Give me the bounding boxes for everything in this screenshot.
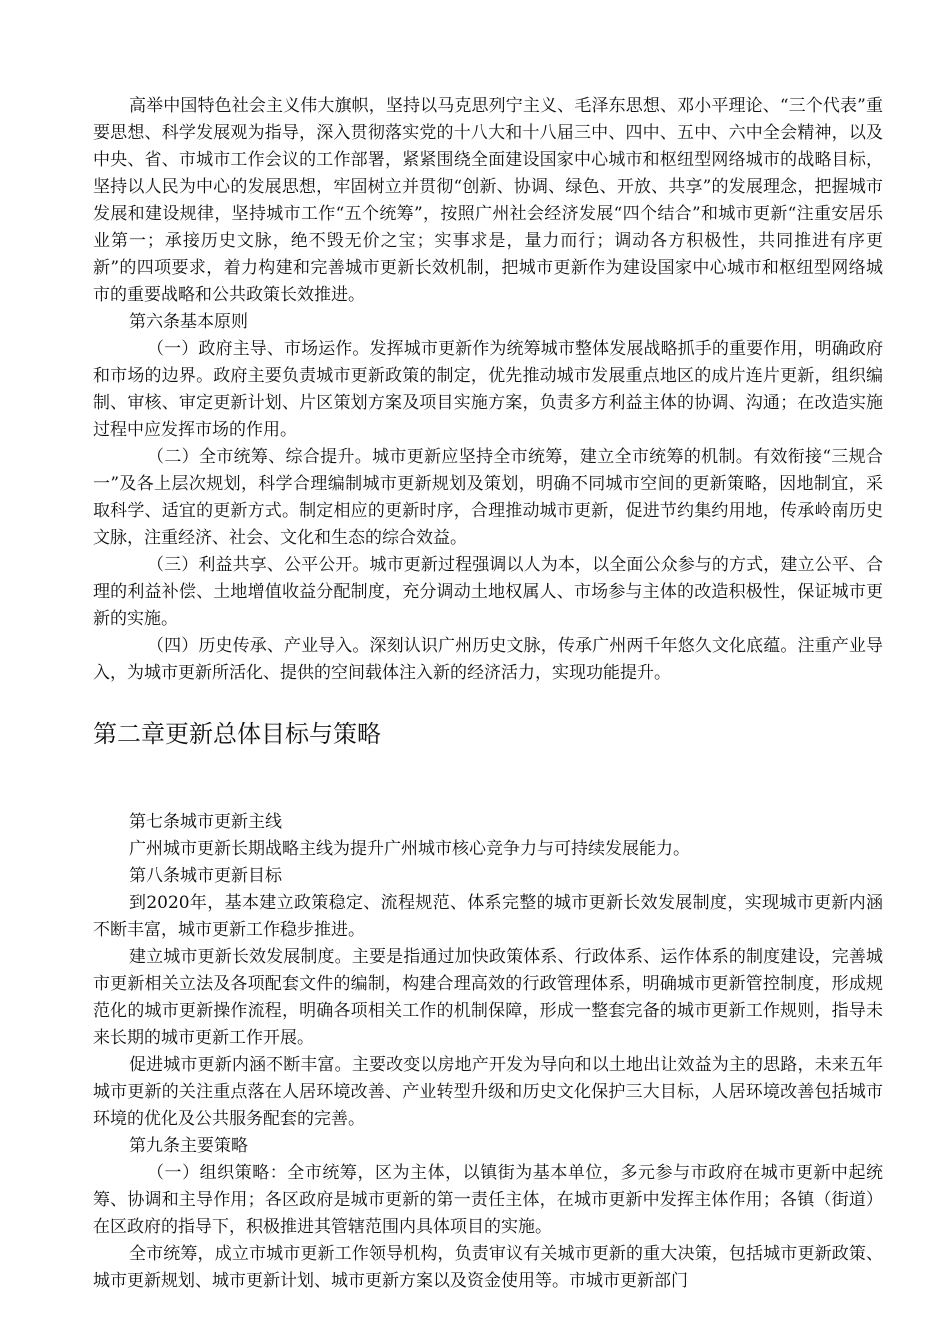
section-guiding-principles [93,93,883,687]
article-heading: 第九条主要策略 [129,1136,248,1156]
body-paragraph: 促进城市更新内涵不断丰富。主要改变以房地产开发为导向和以土地出让效益为主的思路，未来五年城市更新的关注重点落在人居环境改善、产业转型升级和历史文化保护三大目标，人居环境改善包括城市环境的优化及公共服务配套的完善。 [93,1055,883,1129]
chapter-title: 第二章更新总体目标与策略 [93,720,381,748]
body-paragraph: 到2020年，基本建立政策稳定、流程规范、体系完整的城市更新长效发展制度，实现城市更新内涵不断丰富，城市更新工作稳步推进。 [93,893,883,940]
section-chapter-two [93,809,883,1295]
article-heading: 第八条城市更新目标 [129,866,282,886]
clause-paragraph: （一）政府主导、市场运作。发挥城市更新作为统筹城市整体发展战略抓手的重要作用，明确政府和市场的边界。政府主要负责城市更新政策的制定，优先推动城市发展重点地区的成片连片更新，组织编制、审核、审定更新计划、片区策划方案及项目实施方案，负责多方利益主体的协调、沟通；在改造实施过程中应发挥市场的作用。 [93,339,883,440]
clause-paragraph: （四）历史传承、产业导入。深刻认识广州历史文脉，传承广州两千年悠久文化底蕴。注重产业导入，为城市更新所活化、提供的空间载体注入新的经济活力，实现功能提升。 [93,636,883,683]
body-paragraph: 全市统筹，成立市城市更新工作领导机构，负责审议有关城市更新的重大决策，包括城市更新政策、城市更新规划、城市更新计划、城市更新方案以及资金使用等。市城市更新部门 [93,1244,883,1291]
clause-paragraph: （三）利益共享、公平公开。城市更新过程强调以人为本，以全面公众参与的方式，建立公平、合理的利益补偿、土地增值收益分配制度，充分调动土地权属人、市场参与主体的改造积极性，保证城市更新的实施。 [93,555,883,629]
body-paragraph: 高举中国特色社会主义伟大旗帜，坚持以马克思列宁主义、毛泽东思想、邓小平理论、“三个代表”重要思想、科学发展观为指导，深入贯彻落实党的十八大和十八届三中、四中、五中、六中全会精神，以及中央、省、市城市工作会议的工作部署，紧紧围绕全面建设国家中心城市和枢纽型网络城市的战略目标，坚持以人民为中心的发展思想，牢固树立并贯彻“创新、协调、绿色、开放、共享”的发展理念，把握城市发展和建设规律，坚持城市工作“五个统筹”，按照广州社会经济发展“四个结合”和城市更新“注重安居乐业第一；承接历史文脉，绝不毁无价之宝；实事求是，量力而行；调动各方积极性，共同推进有序更新”的四项要求，着力构建和完善城市更新长效机制，把城市更新作为建设国家中心城市和枢纽型网络城市的重要战略和公共政策长效推进。 [93,96,883,305]
body-paragraph: 广州城市更新长期战略主线为提升广州城市核心竞争力与可持续发展能力。 [129,839,690,859]
clause-paragraph: （一）组织策略：全市统筹，区为主体，以镇街为基本单位，多元参与市政府在城市更新中起统筹、协调和主导作用；各区政府是城市更新的第一责任主体，在城市更新中发挥主体作用；各镇（街道）在区政府的指导下，积极推进其管辖范围内具体项目的实施。 [93,1163,883,1237]
body-paragraph: 建立城市更新长效发展制度。主要是指通过加快政策体系、行政体系、运作体系的制度建设，完善城市更新相关立法及各项配套文件的编制，构建合理高效的行政管理体系，明确城市更新管控制度，形成规范化的城市更新操作流程，明确各项相关工作的机制保障，形成一整套完备的城市更新工作规则，指导未来长期的城市更新工作开展。 [93,947,883,1048]
document-body [93,93,883,1295]
clause-paragraph: （二）全市统筹、综合提升。城市更新应坚持全市统筹，建立全市统筹的机制。有效衔接“三规合一”及各上层次规划，科学合理编制城市更新规划及策划，明确不同城市空间的更新策略，因地制宜，采取科学、适宜的更新方式。制定相应的更新时序，合理推动城市更新，促进节约集约用地，传承岭南历史文脉，注重经济、社会、文化和生态的综合效益。 [93,447,883,548]
article-heading: 第六条基本原则 [129,312,248,332]
article-heading: 第七条城市更新主线 [129,812,282,832]
